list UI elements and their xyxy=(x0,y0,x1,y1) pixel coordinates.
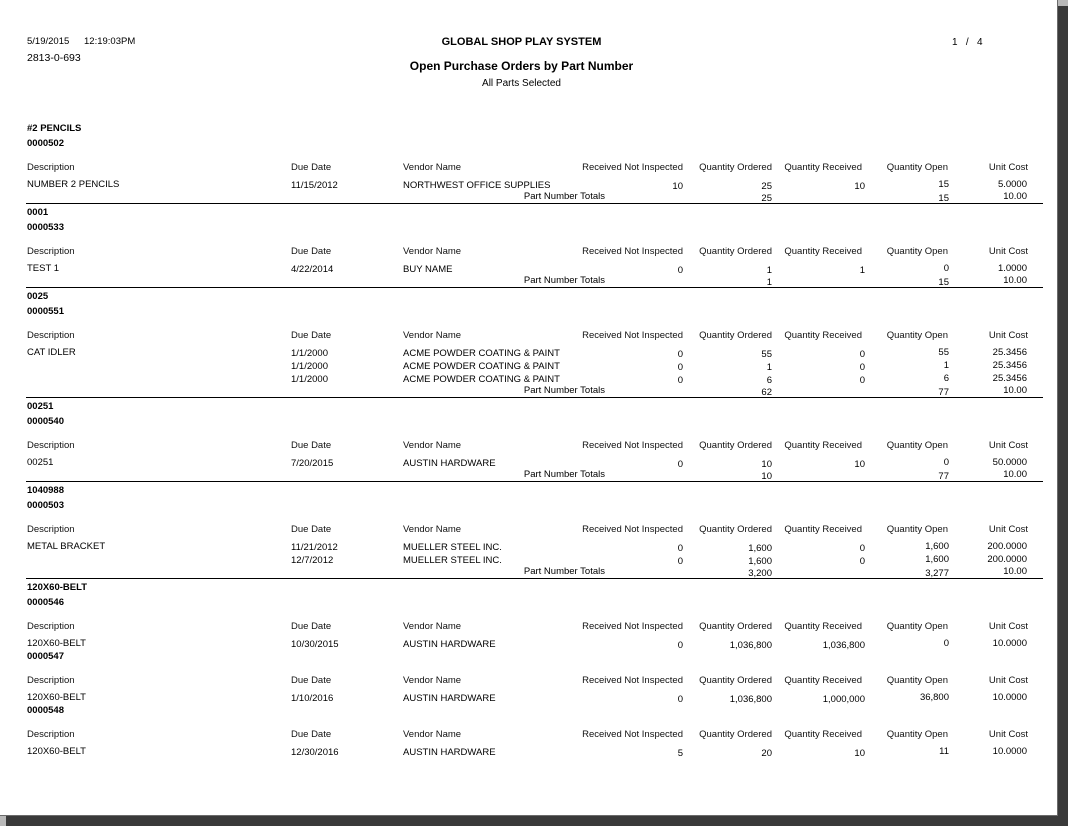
column-header-qty-ordered: Quantity Ordered xyxy=(699,675,772,686)
unit-cost: 25.3456 xyxy=(992,347,1027,358)
part-number: 00251 xyxy=(27,401,54,412)
column-header-description: Description xyxy=(27,675,75,686)
total-quantity-ordered: 10 xyxy=(761,471,772,482)
column-header-qty-ordered: Quantity Ordered xyxy=(699,162,772,173)
column-header-due-date: Due Date xyxy=(291,729,332,740)
column-header-unit-cost: Unit Cost xyxy=(988,440,1028,451)
column-header-description: Description xyxy=(27,621,75,632)
section-separator xyxy=(26,203,1043,204)
quantity-received: 1,036,800 xyxy=(822,640,865,651)
quantity-ordered: 1 xyxy=(766,362,772,373)
total-unit-cost: 10.00 xyxy=(1003,566,1027,577)
received-not-inspected: 5 xyxy=(677,748,683,759)
received-not-inspected: 0 xyxy=(677,459,683,470)
column-header-rni: Received Not Inspected xyxy=(582,440,683,451)
quantity-open: 1,600 xyxy=(925,541,949,552)
page-current: 1 xyxy=(952,37,958,48)
total-quantity-open: 15 xyxy=(938,277,949,288)
vendor-name: ACME POWDER COATING & PAINT xyxy=(403,374,560,385)
column-header-qty-ordered: Quantity Ordered xyxy=(699,330,772,341)
column-header-qty-open: Quantity Open xyxy=(886,729,948,740)
page-shadow-bottom xyxy=(6,816,1068,826)
section-separator xyxy=(26,578,1043,579)
item-description: TEST 1 xyxy=(27,263,60,274)
total-unit-cost: 10.00 xyxy=(1003,191,1027,202)
quantity-received: 10 xyxy=(854,181,865,192)
column-header-unit-cost: Unit Cost xyxy=(988,621,1028,632)
column-header-description: Description xyxy=(27,162,75,173)
vendor-name: AUSTIN HARDWARE xyxy=(403,639,496,650)
unit-cost: 200.0000 xyxy=(987,541,1027,552)
po-number: 0000533 xyxy=(27,222,64,233)
part-number: #2 PENCILS xyxy=(27,123,82,134)
column-header-unit-cost: Unit Cost xyxy=(988,246,1028,257)
unit-cost: 5.0000 xyxy=(997,179,1027,190)
column-header-qty-ordered: Quantity Ordered xyxy=(699,440,772,451)
column-header-qty-received: Quantity Received xyxy=(784,524,862,535)
page-shadow-right xyxy=(1058,6,1068,826)
po-number: 0000546 xyxy=(27,597,64,608)
column-header-due-date: Due Date xyxy=(291,675,332,686)
column-header-qty-ordered: Quantity Ordered xyxy=(699,524,772,535)
quantity-received: 0 xyxy=(859,362,865,373)
due-date: 7/20/2015 xyxy=(291,458,334,469)
quantity-ordered: 1,036,800 xyxy=(729,694,772,705)
section-separator xyxy=(26,397,1043,398)
unit-cost: 50.0000 xyxy=(992,457,1027,468)
received-not-inspected: 0 xyxy=(677,694,683,705)
report-title: Open Purchase Orders by Part Number xyxy=(409,59,634,73)
quantity-open: 6 xyxy=(943,373,949,384)
total-quantity-open: 15 xyxy=(938,193,949,204)
received-not-inspected: 0 xyxy=(677,265,683,276)
column-header-vendor: Vendor Name xyxy=(403,440,462,451)
total-quantity-open: 3,277 xyxy=(925,568,949,579)
quantity-ordered: 1,600 xyxy=(748,556,772,567)
part-number: 120X60-BELT xyxy=(27,582,88,593)
quantity-ordered: 20 xyxy=(761,748,772,759)
vendor-name: AUSTIN HARDWARE xyxy=(403,693,496,704)
page-separator: / xyxy=(965,37,969,48)
total-quantity-ordered: 1 xyxy=(766,277,772,288)
total-quantity-ordered: 3,200 xyxy=(748,568,772,579)
quantity-open: 0 xyxy=(943,638,949,649)
column-header-vendor: Vendor Name xyxy=(403,330,462,341)
total-quantity-ordered: 25 xyxy=(761,193,772,204)
total-quantity-open: 77 xyxy=(938,387,949,398)
column-header-rni: Received Not Inspected xyxy=(582,621,683,632)
column-header-qty-received: Quantity Received xyxy=(784,330,862,341)
page-total: 4 xyxy=(977,37,983,48)
due-date: 12/7/2012 xyxy=(291,555,334,566)
total-unit-cost: 10.00 xyxy=(1003,275,1027,286)
quantity-ordered: 25 xyxy=(761,181,772,192)
po-number: 0000548 xyxy=(27,705,64,716)
column-header-description: Description xyxy=(27,330,75,341)
column-header-vendor: Vendor Name xyxy=(403,729,462,740)
report-subtitle: All Parts Selected xyxy=(482,78,561,89)
vendor-name: BUY NAME xyxy=(403,264,453,275)
column-header-qty-open: Quantity Open xyxy=(886,524,948,535)
unit-cost: 10.0000 xyxy=(992,692,1027,703)
received-not-inspected: 0 xyxy=(677,375,683,386)
quantity-open: 15 xyxy=(938,179,949,190)
vendor-name: AUSTIN HARDWARE xyxy=(403,458,496,469)
vendor-name: ACME POWDER COATING & PAINT xyxy=(403,348,560,359)
column-header-due-date: Due Date xyxy=(291,440,332,451)
part-number-totals-label: Part Number Totals xyxy=(523,566,605,577)
vendor-name: AUSTIN HARDWARE xyxy=(403,747,496,758)
vendor-name: NORTHWEST OFFICE SUPPLIES xyxy=(403,180,551,191)
column-header-qty-open: Quantity Open xyxy=(886,246,948,257)
column-header-vendor: Vendor Name xyxy=(403,246,462,257)
po-number: 0000503 xyxy=(27,500,64,511)
section-separator xyxy=(26,481,1043,482)
quantity-open: 0 xyxy=(943,457,949,468)
report-date: 5/19/2015 xyxy=(27,36,70,47)
quantity-received: 1 xyxy=(859,265,865,276)
received-not-inspected: 0 xyxy=(677,640,683,651)
column-header-unit-cost: Unit Cost xyxy=(988,330,1028,341)
quantity-ordered: 1,036,800 xyxy=(729,640,772,651)
column-header-qty-open: Quantity Open xyxy=(886,162,948,173)
column-header-qty-open: Quantity Open xyxy=(886,675,948,686)
received-not-inspected: 0 xyxy=(677,349,683,360)
column-header-due-date: Due Date xyxy=(291,621,332,632)
column-header-vendor: Vendor Name xyxy=(403,524,462,535)
column-header-qty-received: Quantity Received xyxy=(784,621,862,632)
part-number-totals-label: Part Number Totals xyxy=(523,275,605,286)
received-not-inspected: 10 xyxy=(672,181,683,192)
received-not-inspected: 0 xyxy=(677,362,683,373)
quantity-ordered: 1,600 xyxy=(748,543,772,554)
due-date: 1/10/2016 xyxy=(291,693,334,704)
column-header-unit-cost: Unit Cost xyxy=(988,162,1028,173)
part-number-totals-label: Part Number Totals xyxy=(523,469,605,480)
column-header-qty-received: Quantity Received xyxy=(784,162,862,173)
quantity-received: 0 xyxy=(859,375,865,386)
column-header-rni: Received Not Inspected xyxy=(582,675,683,686)
item-description: CAT IDLER xyxy=(27,347,76,358)
column-header-due-date: Due Date xyxy=(291,246,332,257)
column-header-rni: Received Not Inspected xyxy=(582,729,683,740)
quantity-ordered: 6 xyxy=(766,375,772,386)
column-header-vendor: Vendor Name xyxy=(403,162,462,173)
column-header-description: Description xyxy=(27,440,75,451)
column-header-rni: Received Not Inspected xyxy=(582,330,683,341)
unit-cost: 25.3456 xyxy=(992,373,1027,384)
column-header-qty-open: Quantity Open xyxy=(886,440,948,451)
quantity-ordered: 10 xyxy=(761,459,772,470)
total-quantity-open: 77 xyxy=(938,471,949,482)
item-description: 120X60-BELT xyxy=(27,638,86,649)
quantity-received: 0 xyxy=(859,349,865,360)
item-description: 120X60-BELT xyxy=(27,692,86,703)
received-not-inspected: 0 xyxy=(677,556,683,567)
unit-cost: 1.0000 xyxy=(997,263,1027,274)
column-header-unit-cost: Unit Cost xyxy=(988,524,1028,535)
quantity-open: 55 xyxy=(938,347,949,358)
column-header-rni: Received Not Inspected xyxy=(582,524,683,535)
due-date: 4/22/2014 xyxy=(291,264,334,275)
column-header-qty-ordered: Quantity Ordered xyxy=(699,729,772,740)
column-header-qty-received: Quantity Received xyxy=(784,675,862,686)
item-description: 00251 xyxy=(27,457,54,468)
column-header-qty-ordered: Quantity Ordered xyxy=(699,246,772,257)
quantity-open: 1 xyxy=(943,360,949,371)
vendor-name: MUELLER STEEL INC. xyxy=(403,555,502,566)
quantity-ordered: 1 xyxy=(766,265,772,276)
unit-cost: 25.3456 xyxy=(992,360,1027,371)
column-header-qty-open: Quantity Open xyxy=(886,621,948,632)
po-number: 0000540 xyxy=(27,416,64,427)
vendor-name: MUELLER STEEL INC. xyxy=(403,542,502,553)
quantity-received: 0 xyxy=(859,543,865,554)
column-header-qty-received: Quantity Received xyxy=(784,246,862,257)
due-date: 1/1/2000 xyxy=(291,374,328,385)
quantity-received: 10 xyxy=(854,748,865,759)
due-date: 12/30/2016 xyxy=(291,747,339,758)
quantity-open: 11 xyxy=(939,746,949,757)
quantity-open: 1,600 xyxy=(925,554,949,565)
column-header-due-date: Due Date xyxy=(291,330,332,341)
total-unit-cost: 10.00 xyxy=(1003,385,1027,396)
column-header-rni: Received Not Inspected xyxy=(582,162,683,173)
column-header-description: Description xyxy=(27,246,75,257)
po-number: 0000551 xyxy=(27,306,64,317)
column-header-unit-cost: Unit Cost xyxy=(988,675,1028,686)
quantity-open: 36,800 xyxy=(919,692,949,703)
column-header-due-date: Due Date xyxy=(291,524,332,535)
part-number: 1040988 xyxy=(27,485,64,496)
page-number xyxy=(952,37,983,48)
part-number-totals-label: Part Number Totals xyxy=(523,191,605,202)
total-unit-cost: 10.00 xyxy=(1003,469,1027,480)
report-time: 12:19:03PM xyxy=(84,36,136,47)
received-not-inspected: 0 xyxy=(677,543,683,554)
quantity-open: 0 xyxy=(943,263,949,274)
total-quantity-ordered: 62 xyxy=(761,387,772,398)
company-name: GLOBAL SHOP PLAY SYSTEM xyxy=(441,36,602,48)
po-number: 0000547 xyxy=(27,651,64,662)
due-date: 11/21/2012 xyxy=(291,542,338,553)
column-header-qty-ordered: Quantity Ordered xyxy=(699,621,772,632)
item-description: METAL BRACKET xyxy=(27,541,106,552)
column-header-qty-received: Quantity Received xyxy=(784,729,862,740)
column-header-description: Description xyxy=(27,729,75,740)
unit-cost: 10.0000 xyxy=(992,638,1027,649)
item-description: NUMBER 2 PENCILS xyxy=(27,179,120,190)
column-header-vendor: Vendor Name xyxy=(403,621,462,632)
item-description: 120X60-BELT xyxy=(27,746,86,757)
quantity-received: 0 xyxy=(859,556,865,567)
due-date: 10/30/2015 xyxy=(291,639,339,650)
part-number-totals-label: Part Number Totals xyxy=(523,385,605,396)
section-separator xyxy=(26,287,1043,288)
part-number: 0001 xyxy=(27,207,49,218)
quantity-received: 10 xyxy=(854,459,865,470)
due-date: 11/15/2012 xyxy=(291,180,338,191)
due-date: 1/1/2000 xyxy=(291,361,328,372)
quantity-ordered: 55 xyxy=(761,349,772,360)
po-number: 0000502 xyxy=(27,138,64,149)
report-code: 2813-0-693 xyxy=(27,52,81,64)
column-header-due-date: Due Date xyxy=(291,162,332,173)
due-date: 1/1/2000 xyxy=(291,348,328,359)
unit-cost: 10.0000 xyxy=(992,746,1027,757)
column-header-description: Description xyxy=(27,524,75,535)
column-header-qty-received: Quantity Received xyxy=(784,440,862,451)
column-header-vendor: Vendor Name xyxy=(403,675,462,686)
vendor-name: ACME POWDER COATING & PAINT xyxy=(403,361,560,372)
quantity-received: 1,000,000 xyxy=(822,694,865,705)
column-header-rni: Received Not Inspected xyxy=(582,246,683,257)
unit-cost: 200.0000 xyxy=(987,554,1027,565)
column-header-unit-cost: Unit Cost xyxy=(988,729,1028,740)
column-header-qty-open: Quantity Open xyxy=(886,330,948,341)
part-number: 0025 xyxy=(27,291,49,302)
